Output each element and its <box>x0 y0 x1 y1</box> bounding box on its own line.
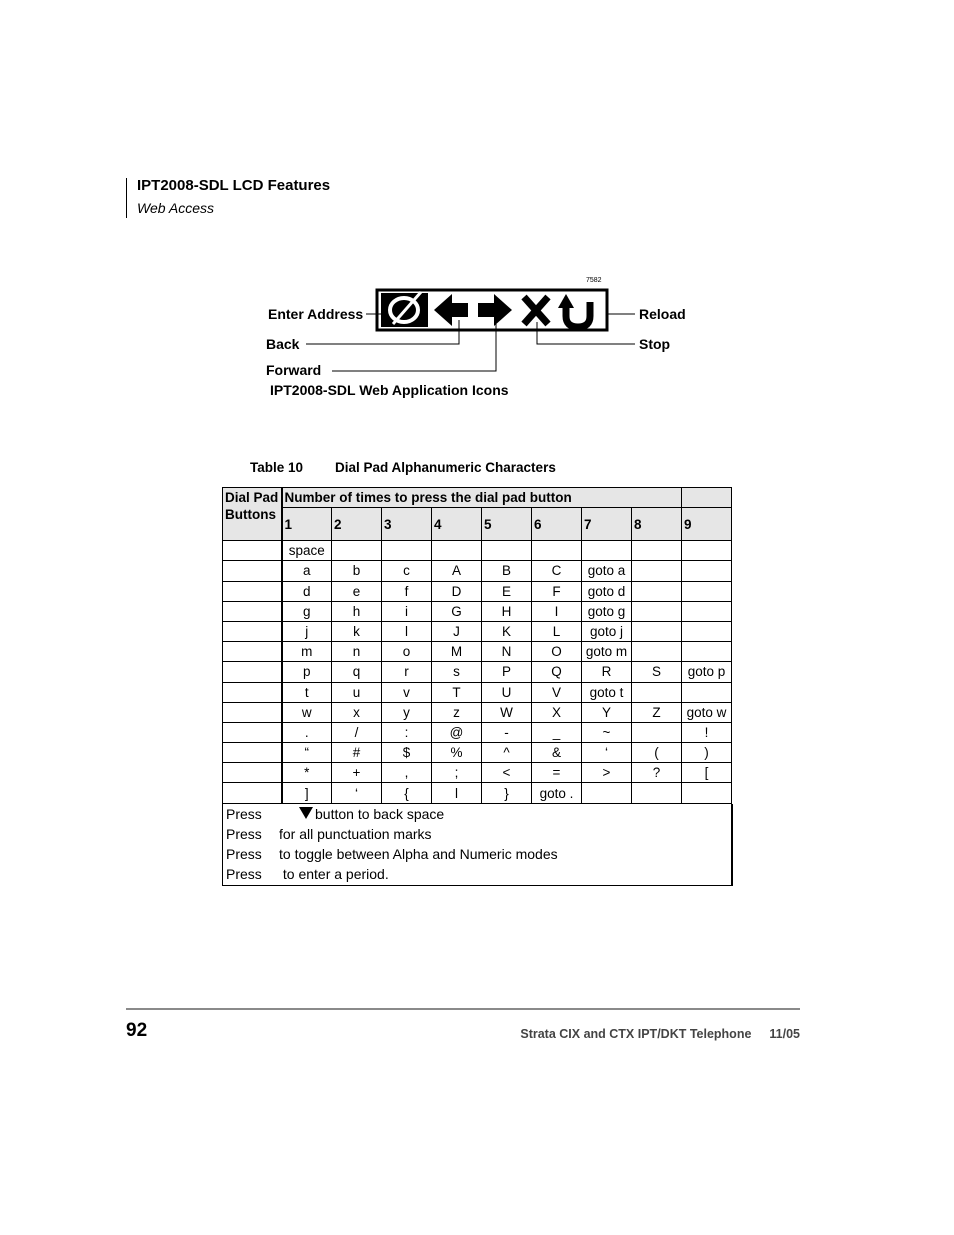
char-cell <box>482 541 532 561</box>
table-row <box>223 702 732 722</box>
table-row <box>223 642 732 662</box>
char-cell: o <box>382 642 432 662</box>
char-cell: ) <box>682 743 732 763</box>
char-cell: T <box>432 682 482 702</box>
dial-button-cell <box>223 581 282 601</box>
table-number: Table 10 <box>250 460 304 475</box>
char-cell: . <box>282 722 332 742</box>
char-cell <box>632 722 682 742</box>
back-label: Back <box>266 336 300 352</box>
char-cell <box>632 561 682 581</box>
reload-label: Reload <box>639 306 686 322</box>
footer-rule <box>126 1008 800 1010</box>
char-cell: goto m <box>582 642 632 662</box>
char-cell: J <box>432 621 482 641</box>
char-cell: goto d <box>582 581 632 601</box>
forward-label: Forward <box>266 362 322 378</box>
char-cell: > <box>582 763 632 783</box>
char-cell <box>682 581 732 601</box>
char-cell: # <box>332 743 382 763</box>
column-header: 3 <box>382 508 432 541</box>
char-cell: G <box>432 601 482 621</box>
char-cell: z <box>432 702 482 722</box>
char-cell: F <box>532 581 582 601</box>
span-header-blank <box>682 488 732 508</box>
char-cell <box>632 581 682 601</box>
column-header: 5 <box>482 508 532 541</box>
column-header: 6 <box>532 508 582 541</box>
char-cell <box>632 783 682 803</box>
char-cell: P <box>482 662 532 682</box>
char-cell: - <box>482 722 532 742</box>
page-number: 92 <box>126 1020 148 1041</box>
web-icons-figure <box>262 272 702 402</box>
char-cell: * <box>282 763 332 783</box>
table-row <box>223 662 732 682</box>
char-cell: : <box>382 722 432 742</box>
figure-caption: IPT2008-SDL Web Application Icons <box>270 382 509 398</box>
stop-label: Stop <box>639 336 671 352</box>
table-row <box>223 682 732 702</box>
char-cell <box>632 601 682 621</box>
char-cell: w <box>282 702 332 722</box>
column-header: 9 <box>682 508 732 541</box>
char-cell: ‘ <box>332 783 382 803</box>
page-header-title: IPT2008-SDL LCD Features <box>137 177 331 194</box>
column-header: 7 <box>582 508 632 541</box>
dial-button-cell <box>223 642 282 662</box>
char-cell <box>682 601 732 621</box>
note-row <box>223 804 731 824</box>
char-cell: W <box>482 702 532 722</box>
char-cell: % <box>432 743 482 763</box>
column-header: 8 <box>632 508 682 541</box>
char-cell: goto w <box>682 702 732 722</box>
char-cell <box>682 642 732 662</box>
char-cell: _ <box>532 722 582 742</box>
footer-date: 11/05 <box>769 1027 800 1041</box>
span-header: Number of times to press the dial pad button <box>282 488 682 508</box>
header-rule <box>126 178 127 218</box>
char-cell: goto t <box>582 682 632 702</box>
char-cell: ~ <box>582 722 632 742</box>
dial-button-cell <box>223 702 282 722</box>
char-cell: a <box>282 561 332 581</box>
char-cell: [ <box>682 763 732 783</box>
note-press: Press <box>226 826 262 842</box>
char-cell: v <box>382 682 432 702</box>
char-cell: N <box>482 642 532 662</box>
char-cell: , <box>382 763 432 783</box>
char-cell: x <box>332 702 382 722</box>
char-cell: ! <box>682 722 732 742</box>
table-row <box>223 621 732 641</box>
char-cell: H <box>482 601 532 621</box>
char-cell: D <box>432 581 482 601</box>
footer-doc-title: Strata CIX and CTX IPT/DKT Telephone <box>520 1027 752 1041</box>
char-cell: O <box>532 642 582 662</box>
char-cell: goto a <box>582 561 632 581</box>
char-cell: l <box>382 621 432 641</box>
char-cell <box>682 621 732 641</box>
table-row <box>223 541 732 561</box>
dial-button-cell <box>223 743 282 763</box>
dial-button-cell <box>223 541 282 561</box>
table-title: Dial Pad Alphanumeric Characters <box>335 460 556 475</box>
char-cell: ^ <box>482 743 532 763</box>
char-cell: A <box>432 561 482 581</box>
char-cell: K <box>482 621 532 641</box>
char-cell: S <box>632 662 682 682</box>
char-cell: goto g <box>582 601 632 621</box>
char-cell: C <box>532 561 582 581</box>
note-text: to toggle between Alpha and Numeric modes <box>279 846 558 862</box>
char-cell: ‘ <box>582 743 632 763</box>
char-cell: y <box>382 702 432 722</box>
char-cell: q <box>332 662 382 682</box>
char-cell <box>632 621 682 641</box>
note-press: Press <box>226 846 262 862</box>
char-cell <box>682 541 732 561</box>
table-row <box>223 763 732 783</box>
note-text: to enter a period. <box>279 866 389 882</box>
char-cell: l <box>432 783 482 803</box>
dial-button-cell <box>223 783 282 803</box>
char-cell: + <box>332 763 382 783</box>
char-cell: } <box>482 783 532 803</box>
table-row <box>223 783 732 803</box>
char-cell: s <box>432 662 482 682</box>
note-text: for all punctuation marks <box>279 826 432 842</box>
char-cell: < <box>482 763 532 783</box>
char-cell: X <box>532 702 582 722</box>
dial-button-cell <box>223 561 282 581</box>
char-cell <box>632 682 682 702</box>
down-triangle-icon <box>299 807 313 819</box>
table-row <box>223 581 732 601</box>
char-cell <box>432 541 482 561</box>
char-cell <box>532 541 582 561</box>
char-cell: p <box>282 662 332 682</box>
dial-button-cell <box>223 601 282 621</box>
enter-address-label: Enter Address <box>268 306 364 322</box>
char-cell: c <box>382 561 432 581</box>
char-cell: @ <box>432 722 482 742</box>
table-row <box>223 743 732 763</box>
table-row <box>223 601 732 621</box>
char-cell: n <box>332 642 382 662</box>
char-cell: Q <box>532 662 582 682</box>
figure-number: 7582 <box>586 277 602 284</box>
char-cell: B <box>482 561 532 581</box>
char-cell <box>682 561 732 581</box>
column-header: 1 <box>282 508 332 541</box>
char-cell <box>632 642 682 662</box>
char-cell: ? <box>632 763 682 783</box>
column-header: 2 <box>332 508 382 541</box>
char-cell: goto j <box>582 621 632 641</box>
note-text: button to back space <box>315 806 445 822</box>
char-cell <box>632 541 682 561</box>
dial-button-cell <box>223 621 282 641</box>
char-cell: u <box>332 682 382 702</box>
char-cell: g <box>282 601 332 621</box>
column-header: 4 <box>432 508 482 541</box>
char-cell: goto p <box>682 662 732 682</box>
corner-header: Dial Pad Buttons <box>223 488 282 541</box>
char-cell: r <box>382 662 432 682</box>
note-row <box>223 824 731 844</box>
char-cell <box>332 541 382 561</box>
note-press: Press <box>226 866 262 882</box>
dial-button-cell <box>223 682 282 702</box>
char-cell: i <box>382 601 432 621</box>
char-cell: E <box>482 581 532 601</box>
enter-address-icon <box>381 292 428 327</box>
footer-text <box>520 1027 800 1041</box>
char-cell: / <box>332 722 382 742</box>
char-cell <box>582 541 632 561</box>
char-cell: I <box>532 601 582 621</box>
char-cell: k <box>332 621 382 641</box>
dial-button-cell <box>223 722 282 742</box>
char-cell: t <box>282 682 332 702</box>
note-row <box>223 864 731 884</box>
char-cell: space <box>282 541 332 561</box>
note-row <box>223 844 731 864</box>
char-cell: & <box>532 743 582 763</box>
dial-button-cell <box>223 763 282 783</box>
char-cell: Z <box>632 702 682 722</box>
char-cell: “ <box>282 743 332 763</box>
char-cell: L <box>532 621 582 641</box>
char-cell: ; <box>432 763 482 783</box>
char-cell: e <box>332 581 382 601</box>
char-cell: b <box>332 561 382 581</box>
dial-pad-table <box>222 487 732 804</box>
char-cell: U <box>482 682 532 702</box>
char-cell: h <box>332 601 382 621</box>
char-cell: goto . <box>532 783 582 803</box>
table-notes <box>222 804 733 886</box>
char-cell: ( <box>632 743 682 763</box>
char-cell: = <box>532 763 582 783</box>
table-row <box>223 561 732 581</box>
char-cell: d <box>282 581 332 601</box>
char-cell: { <box>382 783 432 803</box>
char-cell <box>682 783 732 803</box>
char-cell: $ <box>382 743 432 763</box>
char-cell: Y <box>582 702 632 722</box>
char-cell: R <box>582 662 632 682</box>
char-cell: V <box>532 682 582 702</box>
page-header-subtitle: Web Access <box>137 200 215 216</box>
dial-button-cell <box>223 662 282 682</box>
char-cell <box>382 541 432 561</box>
table-caption <box>250 460 556 475</box>
char-cell <box>682 682 732 702</box>
char-cell: j <box>282 621 332 641</box>
table-row <box>223 722 732 742</box>
note-press: Press <box>226 806 262 822</box>
char-cell: ] <box>282 783 332 803</box>
char-cell <box>582 783 632 803</box>
char-cell: M <box>432 642 482 662</box>
char-cell: f <box>382 581 432 601</box>
char-cell: m <box>282 642 332 662</box>
